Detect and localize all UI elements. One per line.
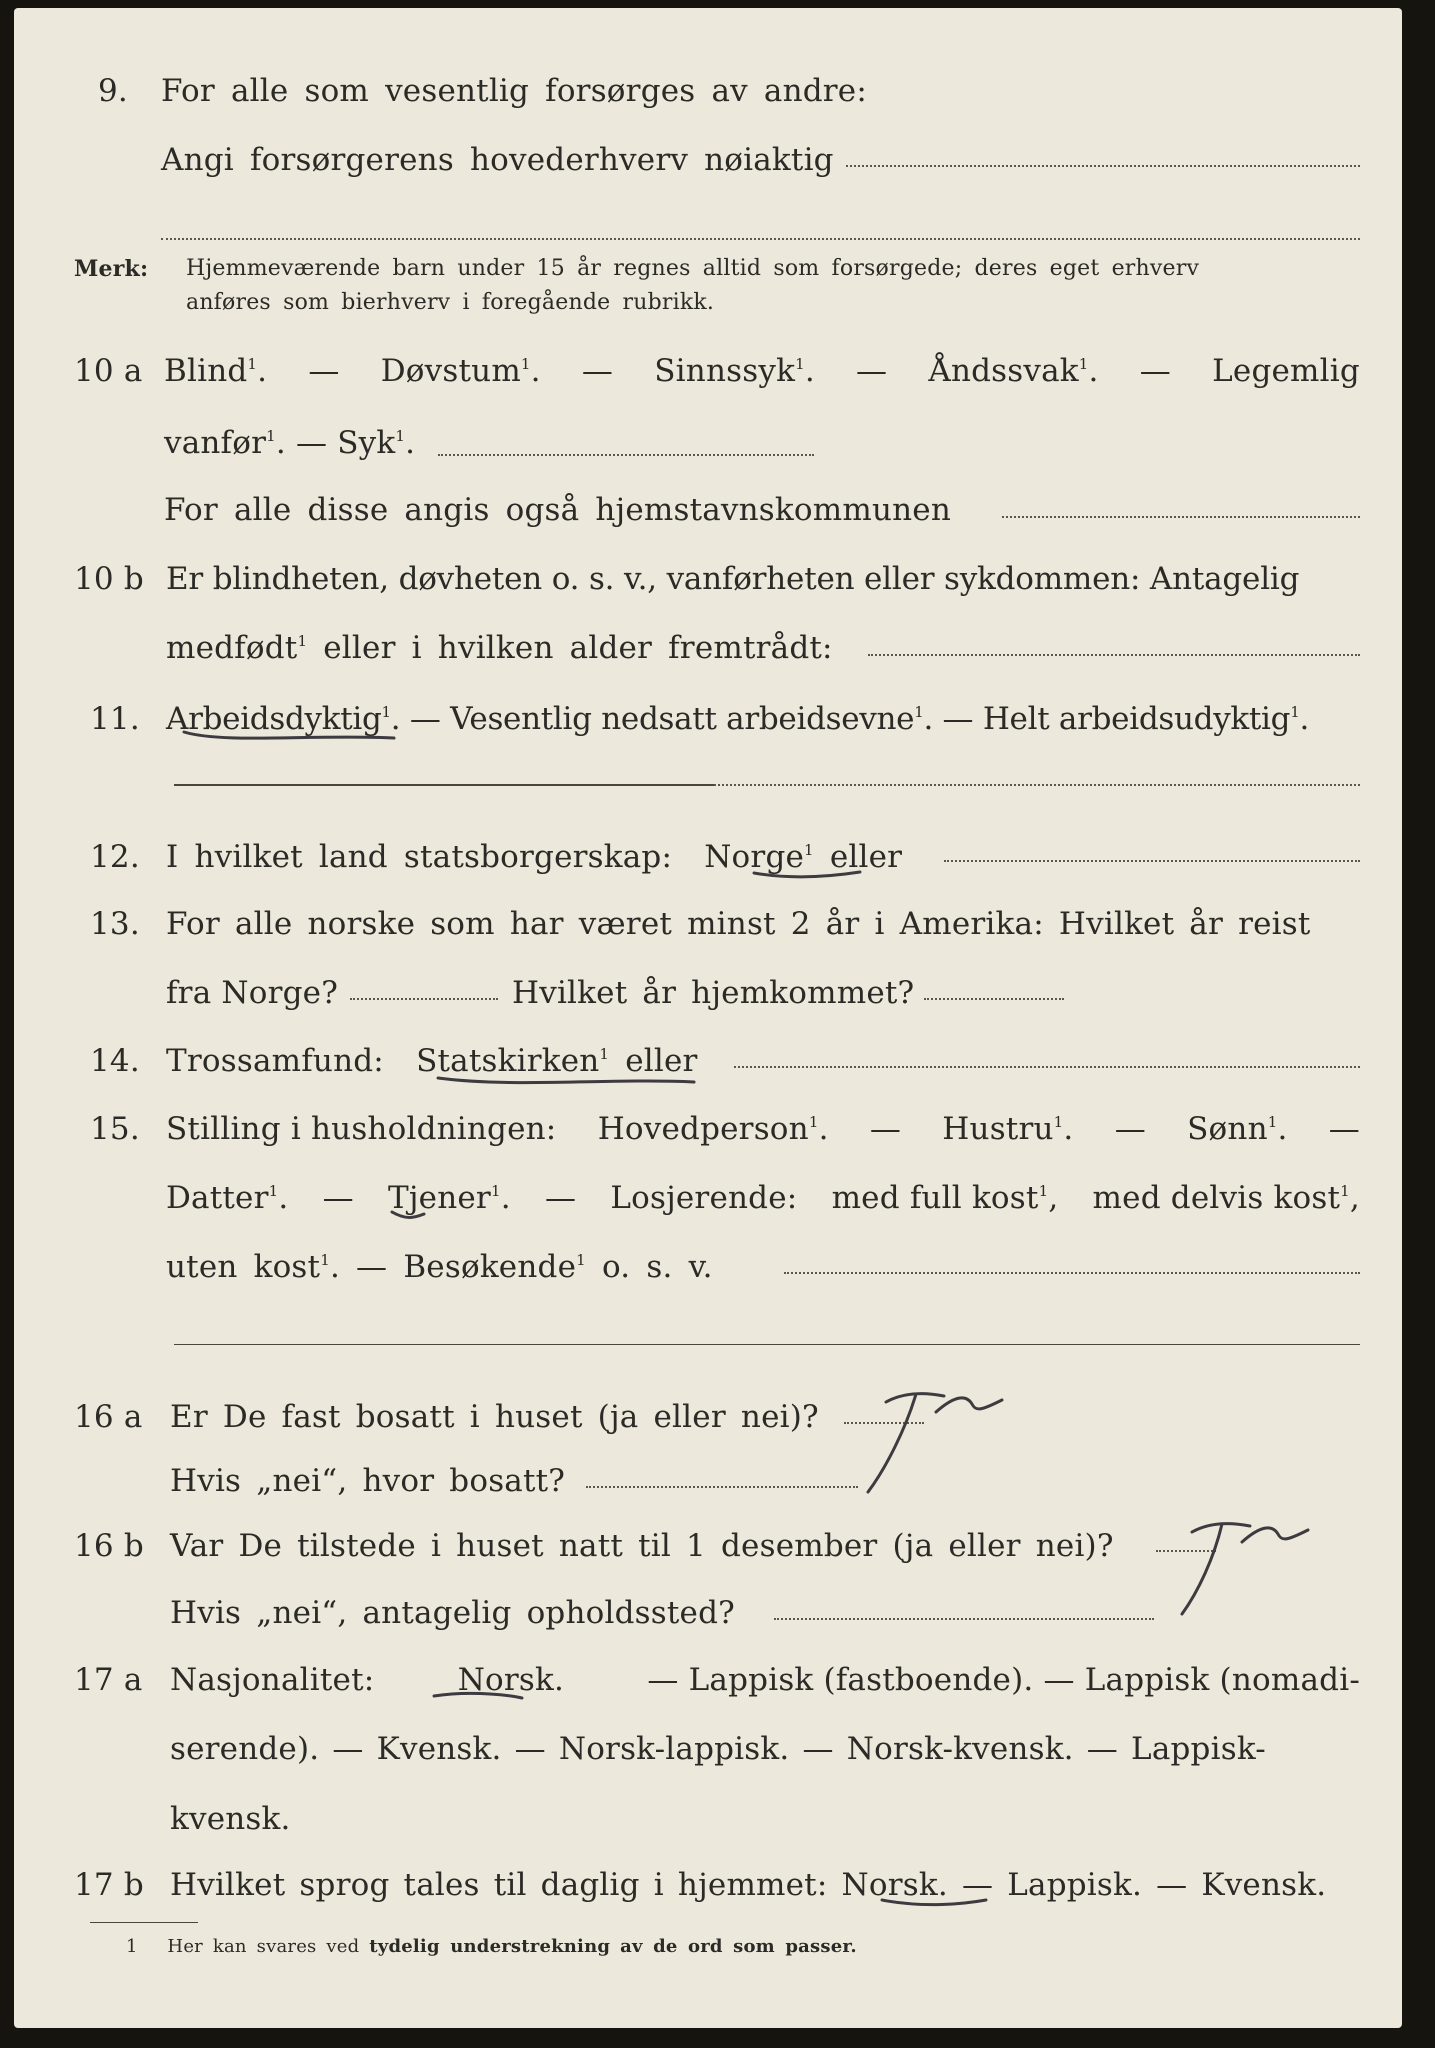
underline-statskirken bbox=[438, 1078, 694, 1083]
q15-line1: Stilling i husholdningen: Hovedperson$^1$. — Hustru$^1$. — Sønn$^1$. — bbox=[166, 1111, 1360, 1147]
q10b-number: 10 b bbox=[74, 561, 144, 597]
q17b-norsk: Norsk. bbox=[841, 1867, 948, 1903]
answer-ja-16b bbox=[1182, 1524, 1308, 1614]
q17a-norsk: Norsk. bbox=[457, 1662, 565, 1698]
q15-line3: uten kost$^1$. — Besøkende$^1$ o. s. v. bbox=[166, 1249, 713, 1285]
q14-number: 14. bbox=[90, 1043, 140, 1079]
q12-norge: Norge bbox=[704, 839, 805, 875]
q9-number: 9. bbox=[98, 73, 128, 109]
q10b-line2: medfødt$^1$ eller i hvilken alder fremtrådt: bbox=[166, 630, 833, 666]
q15-tjener: Tjener$^1$. bbox=[387, 1180, 511, 1216]
q15-number: 15. bbox=[90, 1111, 140, 1147]
q11-line: Arbeidsdyktig$^1$. — Vesentlig nedsatt arbeidsevne$^1$. — Helt arbeidsudyktig$^1$. bbox=[166, 701, 1310, 737]
q16b-line1: Var De tilstede i huset natt til 1 desember (ja eller nei)? bbox=[170, 1528, 1114, 1564]
merk-line2: anføres som bierhverv i foregående rubrikk. bbox=[186, 290, 715, 315]
answer-ja-16a bbox=[868, 1394, 1002, 1492]
q10a-sinnssyk: Sinnssyk$^1$. bbox=[654, 353, 815, 389]
q10b-line1: Er blindheten, døvheten o. s. v., vanførheten eller sykdommen: Antagelig bbox=[166, 561, 1300, 597]
q14-line: Trossamfund: Statskirken$^1$ eller bbox=[166, 1043, 698, 1079]
q13-line2a: fra Norge? bbox=[166, 975, 339, 1011]
q12-number: 12. bbox=[90, 839, 140, 875]
q17b-number: 17 b bbox=[74, 1867, 144, 1903]
q16a-number: 16 a bbox=[74, 1399, 143, 1435]
q17a-line1: Nasjonalitet: Norsk. — Lappisk (fastboende). — Lappisk (nomadi- bbox=[170, 1662, 1360, 1698]
q17a-number: 17 a bbox=[74, 1662, 143, 1698]
underline-arbeidsdyktig bbox=[184, 732, 394, 738]
q13-line1: For alle norske som har været minst 2 år i Amerika: Hvilket år reist bbox=[166, 906, 1311, 942]
q10a-andssvak: Åndssvak$^1$. bbox=[928, 353, 1099, 389]
underline-tjener bbox=[392, 1212, 424, 1218]
q13-line2b: Hvilket år hjemkommet? bbox=[512, 975, 915, 1011]
q16a-line2: Hvis „nei“, hvor bosatt? bbox=[170, 1463, 566, 1499]
underline-norsk-17b bbox=[882, 1900, 986, 1905]
q16a-line1: Er De fast bosatt i huset (ja eller nei)? bbox=[170, 1399, 819, 1435]
merk-label: Merk: bbox=[74, 256, 149, 282]
handwriting-layer bbox=[14, 8, 1402, 2028]
q9-line1: For alle som vesentlig forsørges av andre: bbox=[161, 73, 867, 109]
q10a-line3: For alle disse angis også hjemstavnskommunen bbox=[164, 492, 951, 528]
q9-line2: Angi forsørgerens hovederhverv nøiaktig bbox=[161, 142, 834, 178]
q16b-line2: Hvis „nei“, antagelig opholdssted? bbox=[170, 1595, 735, 1631]
q10a-line1: Blind$^1$. — Døvstum$^1$. — Sinnssyk$^1$. — Åndssvak$^1$. — Legemlig bbox=[164, 353, 1360, 389]
q11-number: 11. bbox=[90, 701, 140, 737]
footnote: 1 Her kan svares ved tydelig understrekning av de ord som passer. bbox=[126, 1936, 857, 1957]
q10a-number: 10 a bbox=[74, 353, 143, 389]
merk-line1: Hjemmeværende barn under 15 år regnes alltid som forsørgede; deres eget erhverv bbox=[186, 256, 1200, 281]
underline-norge bbox=[754, 872, 860, 877]
q10a-legemlig: Legemlig bbox=[1212, 353, 1360, 389]
q11-arbeidsdyktig: Arbeidsdyktig bbox=[166, 701, 382, 737]
underline-norsk-17a bbox=[434, 1693, 522, 1698]
q10a-dovstum: Døvstum$^1$. bbox=[380, 353, 541, 389]
q12-line: I hvilket land statsborgerskap: Norge$^1$ eller bbox=[166, 839, 903, 875]
q15-line2: Datter$^1$. — Tjener$^1$. — Losjerende: med full kost$^1$, med delvis kost$^1$, bbox=[166, 1180, 1360, 1216]
q10a-line2: vanfør$^1$. — Syk$^1$. bbox=[164, 425, 416, 461]
census-form-page bbox=[14, 8, 1402, 2028]
q17b-line: Hvilket sprog tales til daglig i hjemmet: Norsk. — Lappisk. — Kvensk. bbox=[170, 1867, 1327, 1903]
q13-number: 13. bbox=[90, 906, 140, 942]
q14-statskirken: Statskirken bbox=[416, 1043, 600, 1079]
q17a-line2: serende). — Kvensk. — Norsk-lappisk. — Norsk-kvensk. — Lappisk- bbox=[170, 1731, 1266, 1767]
q16b-number: 16 b bbox=[74, 1528, 144, 1564]
q17a-line3: kvensk. bbox=[170, 1801, 291, 1837]
q10a-blind: Blind$^1$. bbox=[164, 353, 268, 389]
